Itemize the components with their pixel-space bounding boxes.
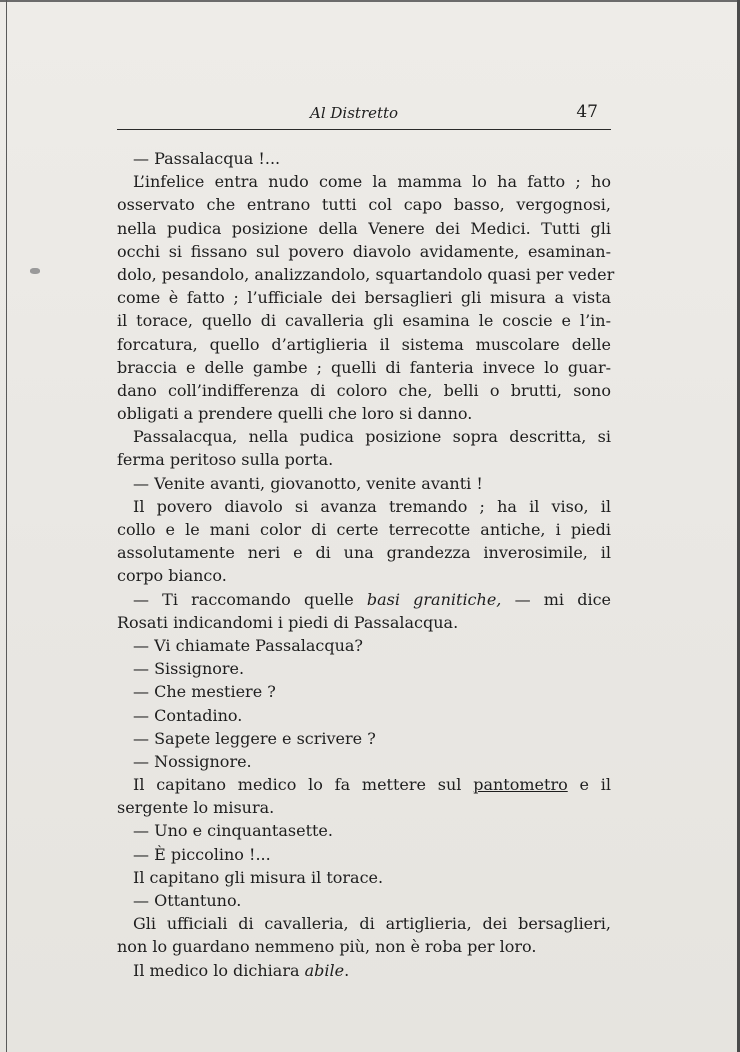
text-line: Gli ufficiali di cavalleria, di artiglieria, dei bersaglieri,	[133, 914, 611, 934]
margin-ink-mark	[30, 268, 40, 274]
text-segment: — Ti raccomando quelle	[133, 589, 354, 609]
text-line: forcatura, quello d’artiglieria il sistema muscolare delle	[117, 334, 611, 354]
text-line: occhi si fissano sul povero diavolo avidamente, esaminan-	[117, 241, 611, 261]
text-line: collo e le mani color di certe terrecotte antiche, i piedi	[117, 520, 611, 539]
italic-word: abile	[304, 960, 345, 980]
text-line: — Contadino.	[133, 705, 243, 725]
text-line: il torace, quello di cavalleria gli esamina le coscie e l’in-	[117, 311, 611, 331]
text-line: corpo bianco.	[117, 566, 227, 586]
text-line: Il povero diavolo si avanza tremando ; ha il viso, il	[133, 496, 611, 516]
text-line: — Nossignore.	[133, 751, 252, 771]
text-line: — Venite avanti, giovanotto, venite avanti !	[133, 473, 483, 493]
text-line: ferma peritoso sulla porta.	[117, 450, 334, 470]
running-title: Al Distretto	[310, 104, 399, 122]
text-line: — Ottantuno.	[133, 891, 242, 910]
text-segment: Il capitano medico lo fa mettere sul	[133, 775, 462, 795]
text-line-mixed	[117, 773, 611, 796]
page-left-edge	[6, 0, 7, 1052]
text-line: — Sapete leggere e scrivere ?	[133, 728, 376, 748]
underlined-word: pantometro	[473, 775, 568, 795]
text-line: — Sissignore.	[133, 659, 245, 679]
text-line: Il capitano gli misura il torace.	[133, 867, 384, 887]
text-line: — Uno e cinquantasette.	[133, 821, 333, 841]
text-line: braccia e delle gambe ; quelli di fanteria invece lo guar-	[117, 357, 611, 377]
text-line: assolutamente neri e di una grandezza inverosimile, il	[117, 543, 611, 563]
text-line: obligati a prendere quelli che loro si danno.	[117, 404, 473, 424]
page-top-edge	[0, 0, 740, 2]
text-line: Passalacqua, nella pudica posizione sopra descritta, si	[133, 427, 611, 447]
text-line: osservato che entrano tutti col capo basso, vergognosi,	[117, 195, 611, 215]
header-rule	[117, 129, 611, 130]
text-line: come è fatto ; l’ufficiale dei bersaglieri gli misura a vista	[117, 288, 611, 308]
italic-phrase: basi granitiche,	[366, 589, 502, 609]
text-line: — È piccolino !...	[133, 844, 271, 864]
text-line: — Passalacqua !...	[133, 149, 281, 168]
text-segment: .	[344, 960, 350, 980]
text-line: — Vi chiamate Passalacqua?	[133, 635, 364, 655]
body-text	[117, 147, 615, 982]
page-number: 47	[576, 102, 598, 122]
text-line: non lo guardano nemmeno più, non è roba per loro.	[117, 937, 537, 957]
text-line: sergente lo misura.	[117, 798, 275, 818]
text-line: dolo, pesandolo, analizzandolo, squartandolo quasi per veder	[117, 264, 615, 284]
text-segment: e il	[579, 775, 612, 795]
text-line-mixed	[117, 588, 611, 611]
text-segment: Il medico lo dichiara	[133, 960, 300, 980]
page-header	[117, 100, 604, 126]
text-line: L’infelice entra nudo come la mamma lo ha fatto ; ho	[133, 172, 611, 192]
text-line: Rosati indicandomi i piedi di Passalacqua.	[117, 612, 459, 632]
text-line: nella pudica posizione della Venere dei Medici. Tutti gli	[117, 218, 611, 238]
text-line-mixed	[117, 959, 611, 982]
text-segment: — mi dice	[514, 589, 612, 609]
text-line: dano coll’indifferenza di coloro che, belli o brutti, sono	[117, 380, 611, 400]
text-line: — Che mestiere ?	[133, 682, 276, 702]
